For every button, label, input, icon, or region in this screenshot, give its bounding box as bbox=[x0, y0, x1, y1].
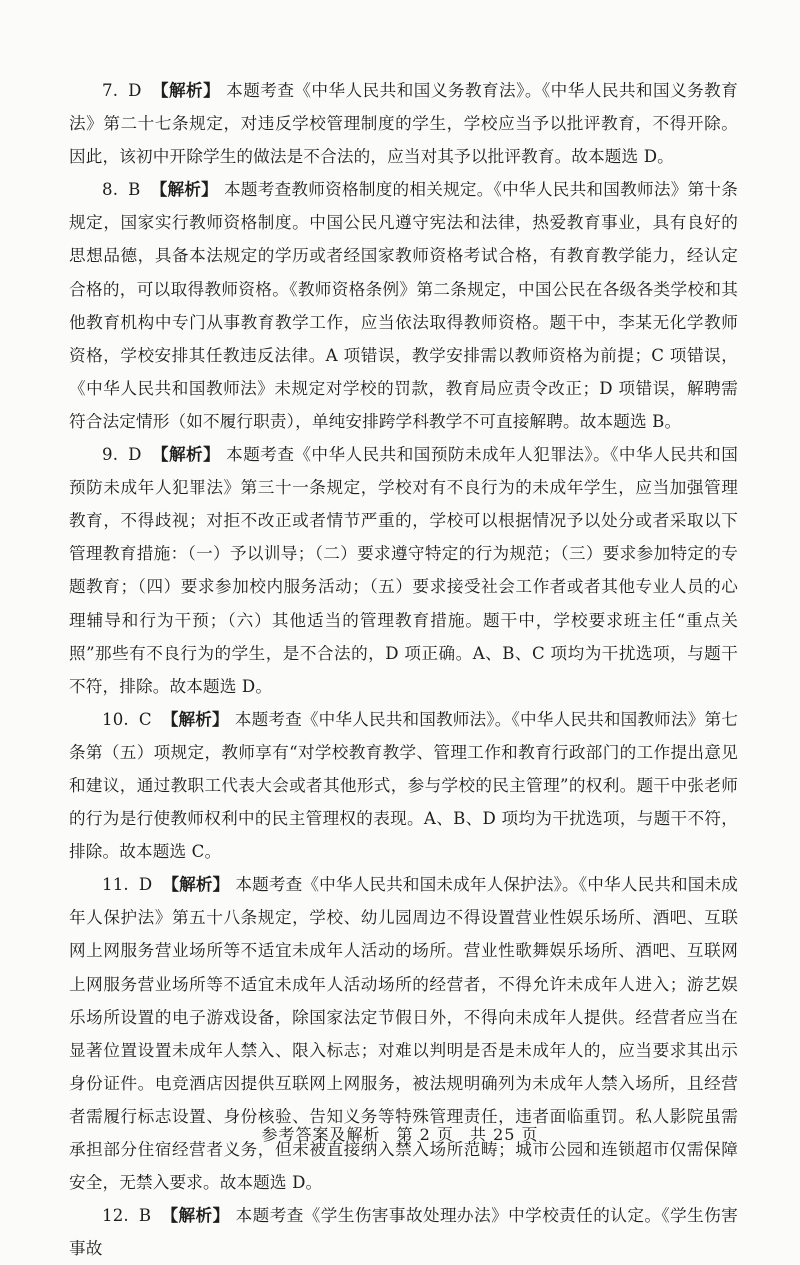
answer-entry-11 bbox=[69, 868, 738, 1199]
question-number: 7. bbox=[102, 81, 119, 100]
answer-entry-9 bbox=[69, 438, 738, 703]
answer-entry-12 bbox=[69, 1199, 738, 1265]
analysis-text: 本题考查《中华人民共和国义务教育法》。《中华人民共和国义务教育法》第二十七条规定，对违反学校管理制度的学生，学校应当予以批评教育，不得开除。因此，该初中开除学生的做法是不合法的，应当对其予以批评教育。故本题选 D。 bbox=[69, 81, 738, 167]
question-number: 11. bbox=[102, 875, 129, 895]
analysis-text: 本题考查教师资格制度的相关规定。《中华人民共和国教师法》第十条规定，国家实行教师资格制度。中国公民凡遵守宪法和法律，热爱教育事业，具有良好的思想品德，具备本法规定的学历或者经国家教师资格考试合格，有教育教学能力，经认定合格的，可以取得教师资格。《教师资格条例》第二条规定，中国公民在各级各类学校和其他教育机构中专门从事教育教学工作，应当依法取得教师资格。题干中，李某无化学教师资格，学校安排其任教违反法律。A 项错误，教学安排需以教师资格为前提；C 项错误，《中华人民共和国教师法》未规定对学校的罚款，教育局应责令改正；D 项错误，解聘需符合法定情形（如不履行职责），单纯安排跨学科教学不可直接解聘。故本题选 B。 bbox=[69, 180, 738, 431]
analysis-tag: 【解析】 bbox=[162, 874, 230, 895]
question-number: 10. bbox=[102, 709, 129, 729]
answer-letter: D bbox=[128, 445, 142, 465]
analysis-tag: 【解析】 bbox=[151, 80, 221, 100]
answer-letter: C bbox=[138, 709, 152, 729]
answer-entry-8 bbox=[69, 173, 738, 438]
analysis-tag: 【解析】 bbox=[151, 444, 221, 465]
question-number: 12. bbox=[102, 1206, 129, 1226]
question-number: 9. bbox=[102, 445, 119, 465]
answer-entry-7 bbox=[69, 74, 738, 173]
analysis-text: 本题考查《中华人民共和国教师法》。《中华人民共和国教师法》第七条第（五）项规定，教师享有“对学校教育教学、管理工作和教育行政部门的工作提出意见和建议，通过教职工代表大会或者其他形式，参与学校的民主管理”的权利。题干中张老师的行为是行使教师权利中的民主管理权的表现。A、B、D 项均为干扰选项，与题干不符，排除。故本题选 C。 bbox=[69, 709, 738, 862]
answer-letter: D bbox=[138, 875, 153, 895]
footer-page-number: 第 2 页 bbox=[396, 1125, 454, 1144]
answer-entry-10 bbox=[69, 703, 738, 868]
footer-total-pages: 共 25 页 bbox=[470, 1125, 539, 1144]
page-footer bbox=[0, 1122, 800, 1145]
answer-letter: D bbox=[128, 81, 142, 100]
analysis-tag: 【解析】 bbox=[161, 1205, 230, 1226]
analysis-text: 本题考查《中华人民共和国预防未成年人犯罪法》。《中华人民共和国预防未成年人犯罪法》第三十一条规定，学校对有不良行为的未成年学生，应当加强管理教育，不得歧视；对拒不改正或者情节严重的，学校可以根据情况予以处分或者采取以下管理教育措施：（一）予以训导；（二）要求遵守特定的行为规范；（三）要求参加特定的专题教育；（四）要求参加校内服务活动；（五）要求接受社会工作者或者其他专业人员的心理辅导和行为干预；（六）其他适当的管理教育措施。题干中，学校要求班主任“重点关照”那些有不良行为的学生，是不合法的，D 项正确。A、B、C 项均为干扰选项，与题干不符，排除。故本题选 D。 bbox=[69, 445, 738, 696]
analysis-text: 本题考查《学生伤害事故处理办法》中学校责任的认定。《学生伤害事故 bbox=[69, 1206, 738, 1259]
question-number: 8. bbox=[102, 180, 119, 200]
footer-title: 参考答案及解析 bbox=[261, 1125, 381, 1144]
analysis-tag: 【解析】 bbox=[161, 708, 229, 729]
answer-letter: B bbox=[138, 1206, 152, 1226]
answer-letter: B bbox=[128, 180, 141, 200]
analysis-text: 本题考查《中华人民共和国未成年人保护法》。《中华人民共和国未成年人保护法》第五十八条规定，学校、幼儿园周边不得设置营业性娱乐场所、酒吧、互联网上网服务营业场所等不适宜未成年人活动的场所。营业性歌舞娱乐场所、酒吧、互联网上网服务营业场所等不适宜未成年人活动场所的经营者，不得允许未成年人进入；游艺娱乐场所设置的电子游戏设备，除国家法定节假日外，不得向未成年人提供。经营者应当在显著位置设置未成年人禁入、限入标志；对难以判明是否是未成年人的，应当要求其出示身份证件。电竞酒店因提供互联网上网服务，被法规明确列为未成年人禁入场所，且经营者需履行标志设置、身份核验、告知义务等特殊管理责任，违者面临重罚。私人影院虽需承担部分住宿经营者义务，但未被直接纳入禁入场所范畴；城市公园和连锁超市仅需保障安全，无禁入要求。故本题选 D。 bbox=[69, 875, 738, 1193]
analysis-tag: 【解析】 bbox=[150, 179, 219, 200]
